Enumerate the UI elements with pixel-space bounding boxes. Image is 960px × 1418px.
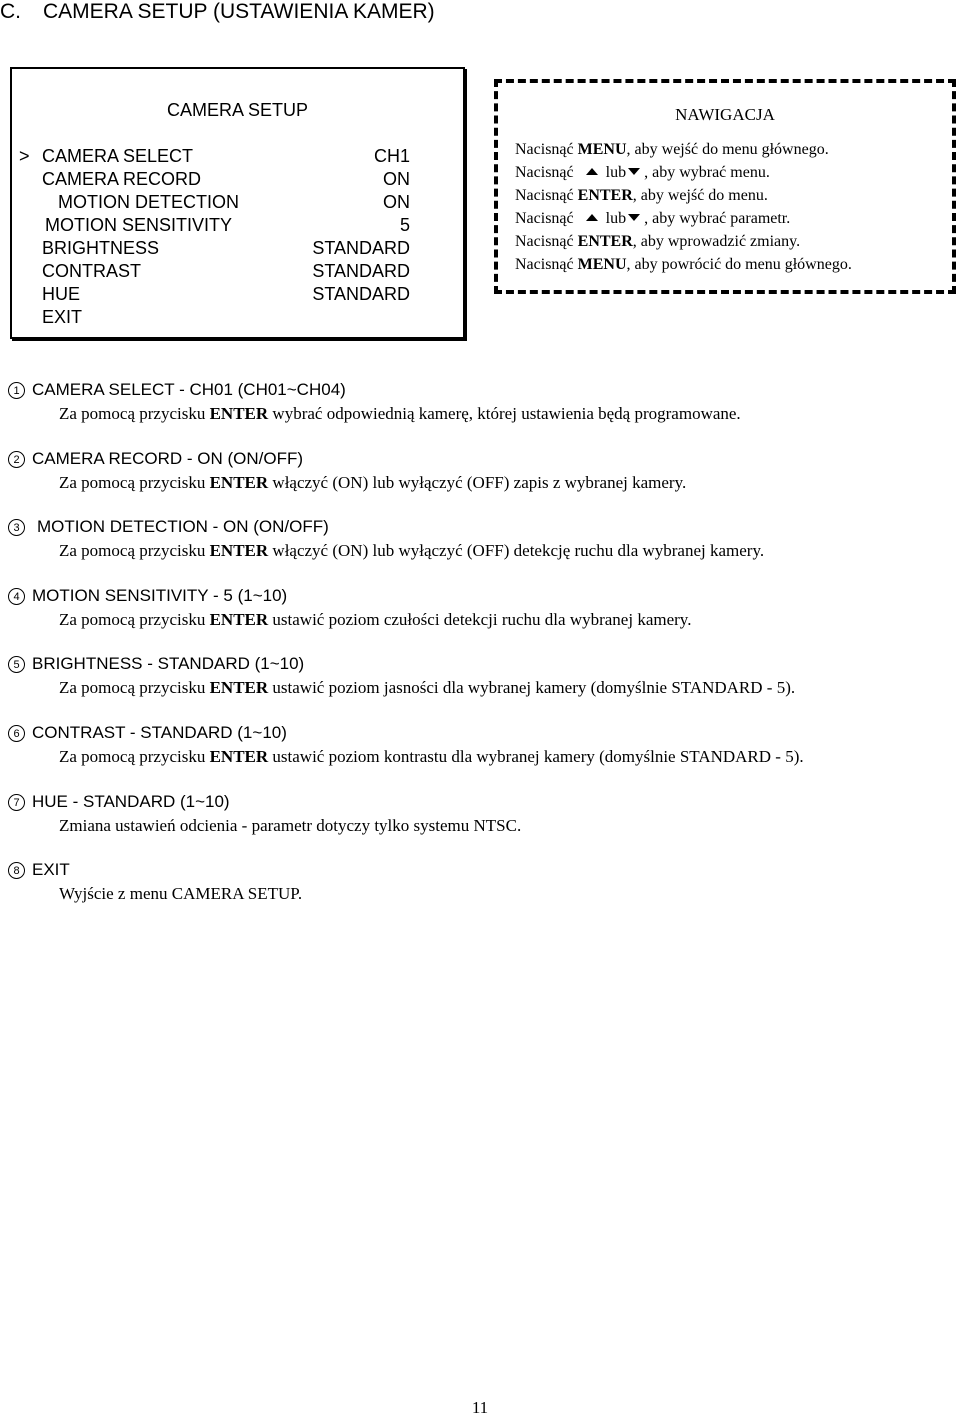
nav-text: , aby wybrać menu.: [644, 164, 770, 181]
item-camera-record: [8, 447, 686, 495]
arrow-down-icon: [628, 168, 640, 175]
menu-row-contrast: [12, 260, 463, 283]
item-desc: ustawić poziom jasności dla wybranej kamery (domyślnie STANDARD - 5).: [268, 678, 796, 697]
item-number: 5: [8, 656, 25, 673]
menu-label: MOTION DETECTION: [58, 192, 239, 212]
item-key: ENTER: [209, 610, 269, 629]
menu-value: CH1: [373, 146, 410, 166]
item-desc: ustawić poziom czułości detekcji ruchu dla wybranej kamery.: [268, 610, 692, 629]
nav-line-5: [515, 230, 800, 253]
nav-line-6: [515, 253, 852, 276]
nav-line-1: [515, 138, 829, 161]
item-heading: MOTION SENSITIVITY - 5 (1~10): [32, 586, 288, 605]
menu-row-hue: [12, 283, 463, 306]
item-heading: HUE - STANDARD (1~10): [32, 792, 230, 811]
menu-row-motion-detection: [12, 191, 463, 214]
nav-text: lub: [605, 164, 627, 181]
item-heading: BRIGHTNESS - STANDARD (1~10): [32, 654, 305, 673]
nav-text: Nacisnąć: [515, 164, 574, 181]
nav-text: Nacisnąć: [515, 187, 578, 204]
item-key: ENTER: [209, 541, 269, 560]
item-key: ENTER: [209, 678, 269, 697]
arrow-up-icon: [586, 168, 598, 175]
item-hue: [8, 790, 521, 838]
nav-line-2: [515, 161, 770, 184]
arrow-up-icon: [586, 214, 598, 221]
item-heading: EXIT: [32, 860, 70, 879]
nav-key: ENTER: [577, 187, 633, 204]
item-number: 2: [8, 451, 25, 468]
nav-line-4: [515, 207, 790, 230]
menu-value: ON: [383, 192, 410, 212]
item-contrast: [8, 721, 804, 769]
item-number: 3: [8, 519, 25, 536]
navigation-title: NAWIGACJA: [675, 105, 775, 124]
menu-value: STANDARD: [312, 261, 410, 281]
menu-label: CAMERA SELECT: [42, 146, 194, 166]
item-number: 8: [8, 862, 25, 879]
item-heading: CAMERA SELECT - CH01 (CH01~CH04): [32, 380, 346, 399]
menu-row-brightness: [12, 237, 463, 260]
item-key: ENTER: [209, 473, 269, 492]
page-title: [0, 0, 435, 24]
item-desc: Za pomocą przycisku: [59, 610, 210, 629]
menu-value: ON: [383, 169, 410, 189]
nav-line-3: [515, 184, 768, 207]
navigation-box: [494, 79, 956, 294]
nav-text: , aby wprowadzić zmiany.: [632, 233, 801, 250]
camera-setup-menu: [10, 67, 465, 339]
menu-title: CAMERA SETUP: [166, 100, 309, 120]
menu-row-camera-select: [12, 145, 463, 168]
item-key: ENTER: [209, 747, 269, 766]
item-number: 7: [8, 794, 25, 811]
item-desc: ustawić poziom kontrastu dla wybranej kamery (domyślnie STANDARD - 5).: [268, 747, 804, 766]
nav-text: Nacisnąć: [515, 210, 574, 227]
nav-text: , aby powrócić do menu głównego.: [626, 256, 852, 273]
menu-cursor: >: [19, 146, 30, 166]
section-title: CAMERA SETUP (USTAWIENIA KAMER): [43, 0, 435, 23]
item-brightness: [8, 652, 795, 700]
arrow-down-icon: [628, 214, 640, 221]
nav-text: Nacisnąć: [515, 256, 578, 273]
item-heading: CONTRAST - STANDARD (1~10): [32, 723, 287, 742]
item-key: ENTER: [209, 404, 269, 423]
menu-label: CONTRAST: [42, 261, 141, 281]
item-heading: MOTION DETECTION - ON (ON/OFF): [37, 517, 329, 536]
menu-row-motion-sensitivity: [12, 214, 463, 237]
nav-text: Nacisnąć: [515, 233, 578, 250]
item-desc: włączyć (ON) lub wyłączyć (OFF) zapis z wybranej kamery.: [268, 473, 687, 492]
item-motion-detection: [8, 515, 764, 563]
item-camera-select: [8, 378, 741, 426]
menu-label: EXIT: [42, 307, 83, 327]
item-number: 6: [8, 725, 25, 742]
item-desc: włączyć (ON) lub wyłączyć (OFF) detekcję ruchu dla wybranej kamery.: [268, 541, 765, 560]
item-desc: Za pomocą przycisku: [59, 541, 210, 560]
nav-text: , aby wybrać parametr.: [644, 210, 791, 227]
item-desc: Za pomocą przycisku: [59, 747, 210, 766]
nav-text: , aby wejść do menu głównego.: [626, 141, 829, 158]
menu-value: STANDARD: [312, 284, 410, 304]
item-desc: Zmiana ustawień odcienia - parametr dotyczy tylko systemu NTSC.: [59, 816, 522, 835]
nav-key: MENU: [577, 256, 627, 273]
item-desc: Za pomocą przycisku: [59, 678, 210, 697]
menu-label: MOTION SENSITIVITY: [45, 215, 233, 235]
menu-row-camera-record: [12, 168, 463, 191]
item-desc: Za pomocą przycisku: [59, 473, 210, 492]
section-letter: C.: [0, 0, 21, 23]
page-number: 11: [471, 1398, 489, 1417]
item-number: 4: [8, 588, 25, 605]
menu-label: BRIGHTNESS: [42, 238, 160, 258]
item-number: 1: [8, 382, 25, 399]
item-desc: Wyjście z menu CAMERA SETUP.: [59, 884, 303, 903]
item-exit: [8, 858, 302, 906]
nav-text: , aby wejść do menu.: [632, 187, 768, 204]
menu-row-exit: [12, 306, 463, 329]
item-heading: CAMERA RECORD - ON (ON/OFF): [32, 449, 304, 468]
item-desc: Za pomocą przycisku: [59, 404, 210, 423]
item-motion-sensitivity: [8, 584, 691, 632]
menu-value: 5: [399, 215, 410, 235]
nav-text: Nacisnąć: [515, 141, 578, 158]
nav-text: lub: [605, 210, 627, 227]
nav-key: ENTER: [577, 233, 633, 250]
nav-key: MENU: [577, 141, 627, 158]
menu-label: HUE: [42, 284, 81, 304]
menu-value: STANDARD: [312, 238, 410, 258]
item-desc: wybrać odpowiednią kamerę, której ustawienia będą programowane.: [268, 404, 741, 423]
menu-label: CAMERA RECORD: [42, 169, 202, 189]
